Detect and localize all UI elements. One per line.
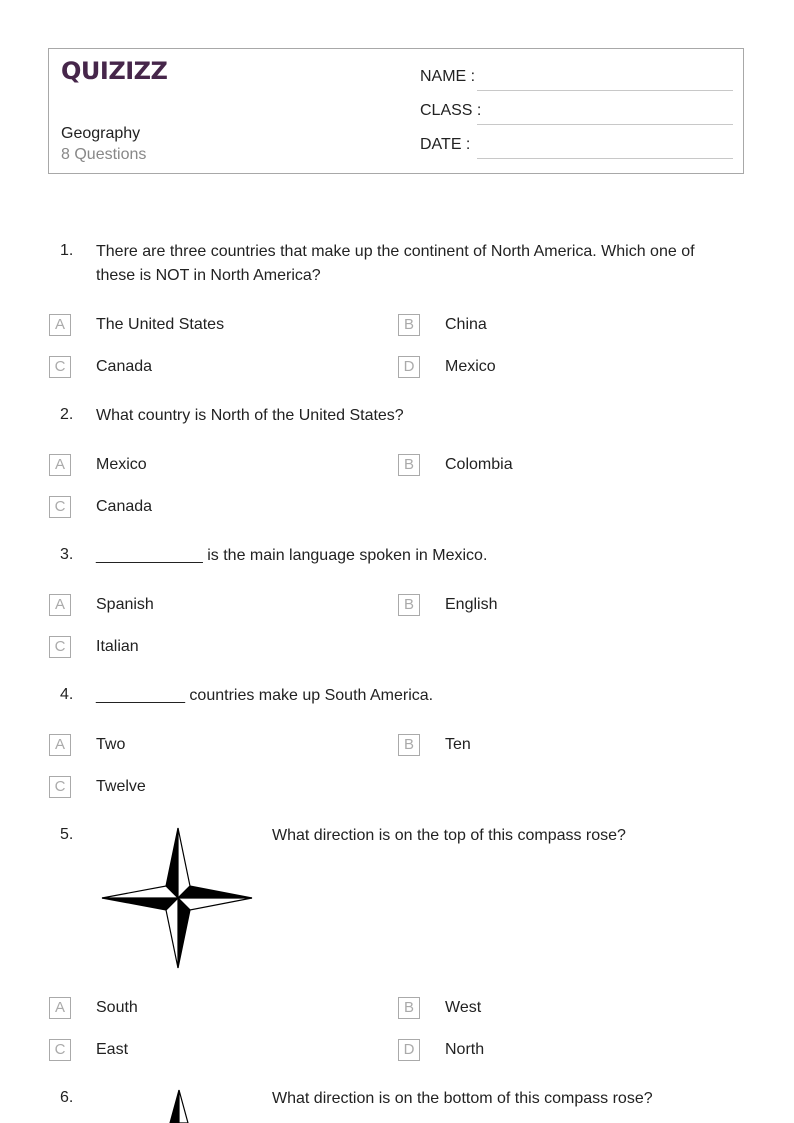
option-text: Canada [96, 498, 153, 515]
option-text: Canada [96, 358, 153, 375]
option-text: China [445, 316, 487, 333]
question-number: 4. [60, 686, 74, 703]
option-letter-box[interactable]: C [49, 776, 71, 798]
option-letter-box[interactable]: B [398, 997, 420, 1019]
option-letter-box[interactable]: B [398, 454, 420, 476]
option-text: South [96, 999, 138, 1016]
option-letter-box[interactable]: D [398, 1039, 420, 1061]
option-text: West [445, 999, 482, 1016]
question-count: 8 Questions [61, 146, 147, 163]
question-text: What direction is on the bottom of this compass rose? [272, 1090, 653, 1107]
compass-rose-image [100, 826, 254, 970]
name-label: NAME : [420, 68, 476, 85]
option-text: Mexico [445, 358, 496, 375]
option-text: Two [96, 736, 126, 753]
worksheet-header [48, 48, 744, 174]
option-text: East [96, 1041, 129, 1058]
question-number: 3. [60, 546, 74, 563]
name-line [477, 90, 733, 91]
option-letter-box[interactable]: A [49, 594, 71, 616]
quizizz-logo: QUIZIZZ [61, 57, 168, 85]
worksheet-subject: Geography [61, 125, 141, 142]
option-text: Twelve [96, 778, 146, 795]
option-text: English [445, 596, 498, 613]
date-line [477, 158, 733, 159]
option-text: Italian [96, 638, 139, 655]
question-text: ____________ is the main language spoken in Mexico. [96, 547, 488, 564]
option-letter-box[interactable]: A [49, 734, 71, 756]
question-number: 1. [60, 242, 74, 259]
option-letter-box[interactable]: C [49, 636, 71, 658]
option-letter-box[interactable]: A [49, 997, 71, 1019]
option-text: The United States [96, 316, 225, 333]
question-number: 2. [60, 406, 74, 423]
compass-rose-image [150, 1088, 210, 1123]
option-text: Colombia [445, 456, 513, 473]
option-text: North [445, 1041, 485, 1058]
option-text: Ten [445, 736, 471, 753]
option-letter-box[interactable]: B [398, 594, 420, 616]
date-label: DATE : [420, 136, 471, 153]
question-text: What country is North of the United States? [96, 407, 404, 424]
option-letter-box[interactable]: C [49, 496, 71, 518]
option-letter-box[interactable]: A [49, 454, 71, 476]
option-letter-box[interactable]: A [49, 314, 71, 336]
option-text: Spanish [96, 596, 154, 613]
question-text: What direction is on the top of this compass rose? [272, 827, 626, 844]
class-label: CLASS : [420, 102, 482, 119]
option-letter-box[interactable]: C [49, 1039, 71, 1061]
question-text: __________ countries make up South America. [96, 687, 434, 704]
option-text: Mexico [96, 456, 147, 473]
class-line [477, 124, 733, 125]
question-number: 5. [60, 826, 74, 843]
question-text: There are three countries that make up the continent of North America. Which one of these is NOT in North America? [96, 243, 695, 284]
option-letter-box[interactable]: B [398, 734, 420, 756]
option-letter-box[interactable]: C [49, 356, 71, 378]
option-letter-box[interactable]: B [398, 314, 420, 336]
question-number: 6. [60, 1089, 74, 1106]
option-letter-box[interactable]: D [398, 356, 420, 378]
